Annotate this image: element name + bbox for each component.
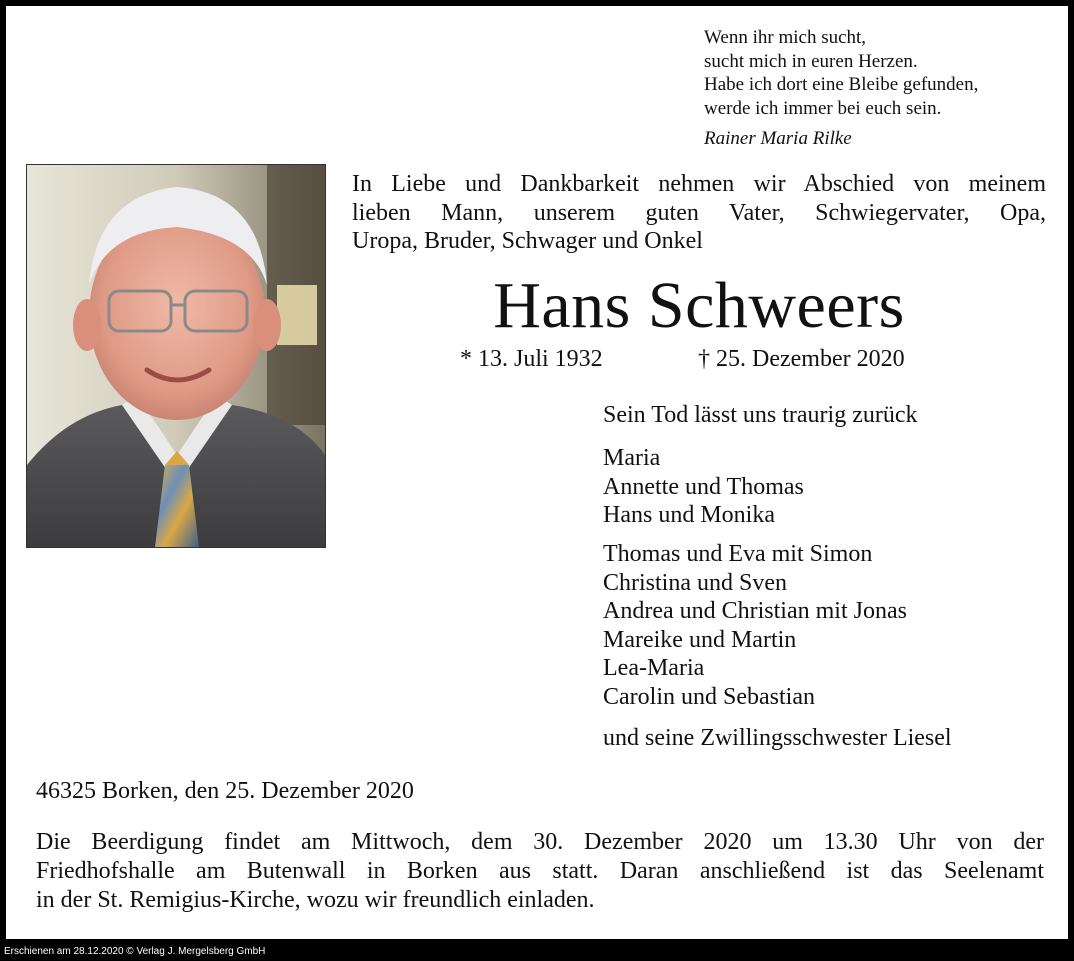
mourner: Annette und Thomas [603, 473, 804, 500]
mourner: Lea-Maria [603, 655, 705, 681]
deceased-name: Hans Schweers [493, 269, 905, 342]
mourners-sibling [603, 724, 952, 753]
funeral-notice [36, 828, 1044, 915]
intro-line: Uropa, Bruder, Schwager und Onkel [352, 228, 703, 254]
intro-line: In Liebe und Dankbarkeit nehmen wir Abschied von meinem [352, 171, 1046, 197]
publication-footer: Erschienen am 28.12.2020 © Verlag J. Mergelsberg GmbH [4, 946, 266, 957]
funeral-line: in der St. Remigius-Kirche, wozu wir freundlich einladen. [36, 887, 595, 913]
mourner: Christina und Sven [603, 569, 787, 596]
mourners-heading: Sein Tod lässt uns traurig zurück [603, 402, 918, 428]
funeral-line: Friedhofshalle am Butenwall in Borken aus statt. Daran anschließend ist das Seelenamt [36, 858, 1044, 884]
mourner: Maria [603, 445, 661, 471]
poem-line: sucht mich in euren Herzen. [704, 50, 918, 72]
mourners-group-1 [603, 444, 804, 530]
intro-text [352, 170, 1046, 256]
funeral-line: Die Beerdigung findet am Mittwoch, dem 30. Dezember 2020 um 13.30 Uhr von der [36, 829, 1044, 855]
poem-line: Wenn ihr mich sucht, [704, 27, 867, 48]
portrait-photo [26, 164, 326, 548]
poem-author: Rainer Maria Rilke [704, 128, 852, 149]
mourners-group-2 [603, 540, 907, 711]
place-date: 46325 Borken, den 25. Dezember 2020 [36, 778, 414, 804]
poem-line: werde ich immer bei euch sein. [704, 97, 942, 119]
mourner: Andrea und Christian mit Jonas [603, 598, 907, 624]
death-date: † 25. Dezember 2020 [698, 346, 905, 372]
mourner: Thomas und Eva mit Simon [603, 541, 873, 567]
obituary-card [6, 6, 1068, 939]
mourner: Mareike und Martin [603, 626, 797, 653]
mourner: Hans und Monika [603, 502, 775, 528]
intro-line: lieben Mann, unserem guten Vater, Schwiegervater, Opa, [352, 199, 1046, 226]
poem [704, 26, 978, 120]
mourner: und seine Zwillingsschwester Liesel [603, 725, 952, 751]
poem-line: Habe ich dort eine Bleibe gefunden, [704, 74, 979, 95]
birth-date: * 13. Juli 1932 [460, 346, 603, 372]
mourner: Carolin und Sebastian [603, 683, 815, 710]
